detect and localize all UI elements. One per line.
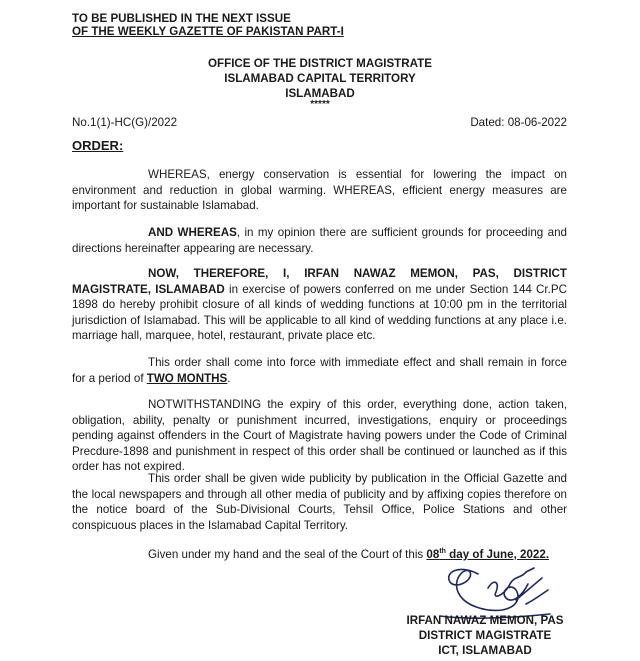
- force-period-text: This order shall come into force with immediate effect and shall remain in force for a period of: [72, 356, 567, 385]
- reference-number: No.1(1)-HC(G)/2022: [72, 116, 178, 129]
- given-date-bold: [426, 548, 549, 561]
- signatory-place: ICT, ISLAMABAD: [438, 644, 532, 657]
- given-day: 08: [426, 547, 440, 561]
- office-line-1: OFFICE OF THE DISTRICT MAGISTRATE: [208, 57, 432, 70]
- and-whereas-bold: AND WHEREAS: [148, 226, 237, 239]
- signatory-name: IRFAN NAWAZ MEMON, PAS: [406, 614, 564, 627]
- publication-line-1: TO BE PUBLISHED IN THE NEXT ISSUE: [72, 12, 291, 25]
- publication-line-2: OF THE WEEKLY GAZETTE OF PAKISTAN PART-I: [72, 25, 344, 38]
- order-heading: ORDER:: [72, 138, 124, 153]
- office-line-3: ISLAMABAD: [285, 87, 355, 100]
- paragraph-whereas-energy: WHEREAS, energy conservation is essential for lowering the impact on environment and reduction in global warming. WHEREAS, efficient energy measures are important for sustainable Islamabad.: [72, 168, 567, 213]
- given-under-text: Given under my hand and the seal of the Court of this: [148, 547, 427, 561]
- given-day-suffix: th: [439, 548, 446, 555]
- now-therefore-bold: NOW, THEREFORE, I, IRFAN NAWAZ MEMON, PAS, DISTRICT MAGISTRATE, ISLAMABAD: [72, 267, 567, 296]
- office-stars: *****: [310, 99, 330, 110]
- publication-notice: [72, 12, 344, 38]
- paragraph-notwithstanding: NOTWITHSTANDING the expiry of this order, everything done, action taken, obligation, ability, penalty or punishment incurred, investigations, enquiry or proceedings pending against offenders in the Court of Magistrate having powers under the Code of Criminal Precdure-1898 and punishment in respect of this order shall be continued or launched as if this order has not expired.: [72, 398, 567, 474]
- paragraph-now-therefore: [72, 266, 567, 344]
- office-heading: [70, 56, 570, 109]
- order-date: Dated: 08-06-2022: [470, 116, 567, 129]
- signatory-title: DISTRICT MAGISTRATE: [418, 629, 552, 642]
- force-period-end: .: [227, 371, 231, 385]
- paragraph-publicity: This order shall be given wide publicity by publication in the Official Gazette and the local newspapers and through all other media of publicity and by affixing copies therefore on the notice board of the Sub-Divisional Courts, Tehsil Office, Police Stations and other conspicuous places in the Islamabad Capital Territory.: [72, 472, 567, 532]
- paragraph-force-period: [72, 355, 567, 386]
- two-months-bold: TWO MONTHS: [146, 371, 228, 385]
- and-whereas-text: , in my opinion there are sufficient grounds for proceeding and directions hereinafter appearing are necessary.: [72, 226, 567, 255]
- now-therefore-text: in exercise of powers conferred on me under Section 144 Cr.PC 1898 do hereby prohibit closure of all kinds of wedding functions at 10:00 pm in the territorial jurisdiction of Islamabad. This will be applicable to all kind of wedding functions at any place i.e. marriage hall, marquee, hotel, restaurant, private place etc.: [72, 282, 567, 343]
- paragraph-and-whereas: [72, 225, 567, 256]
- signature-block: [400, 613, 570, 658]
- office-line-2: ISLAMABAD CAPITAL TERRITORY: [224, 72, 416, 85]
- given-date-rest: day of June, 2022.: [445, 547, 550, 561]
